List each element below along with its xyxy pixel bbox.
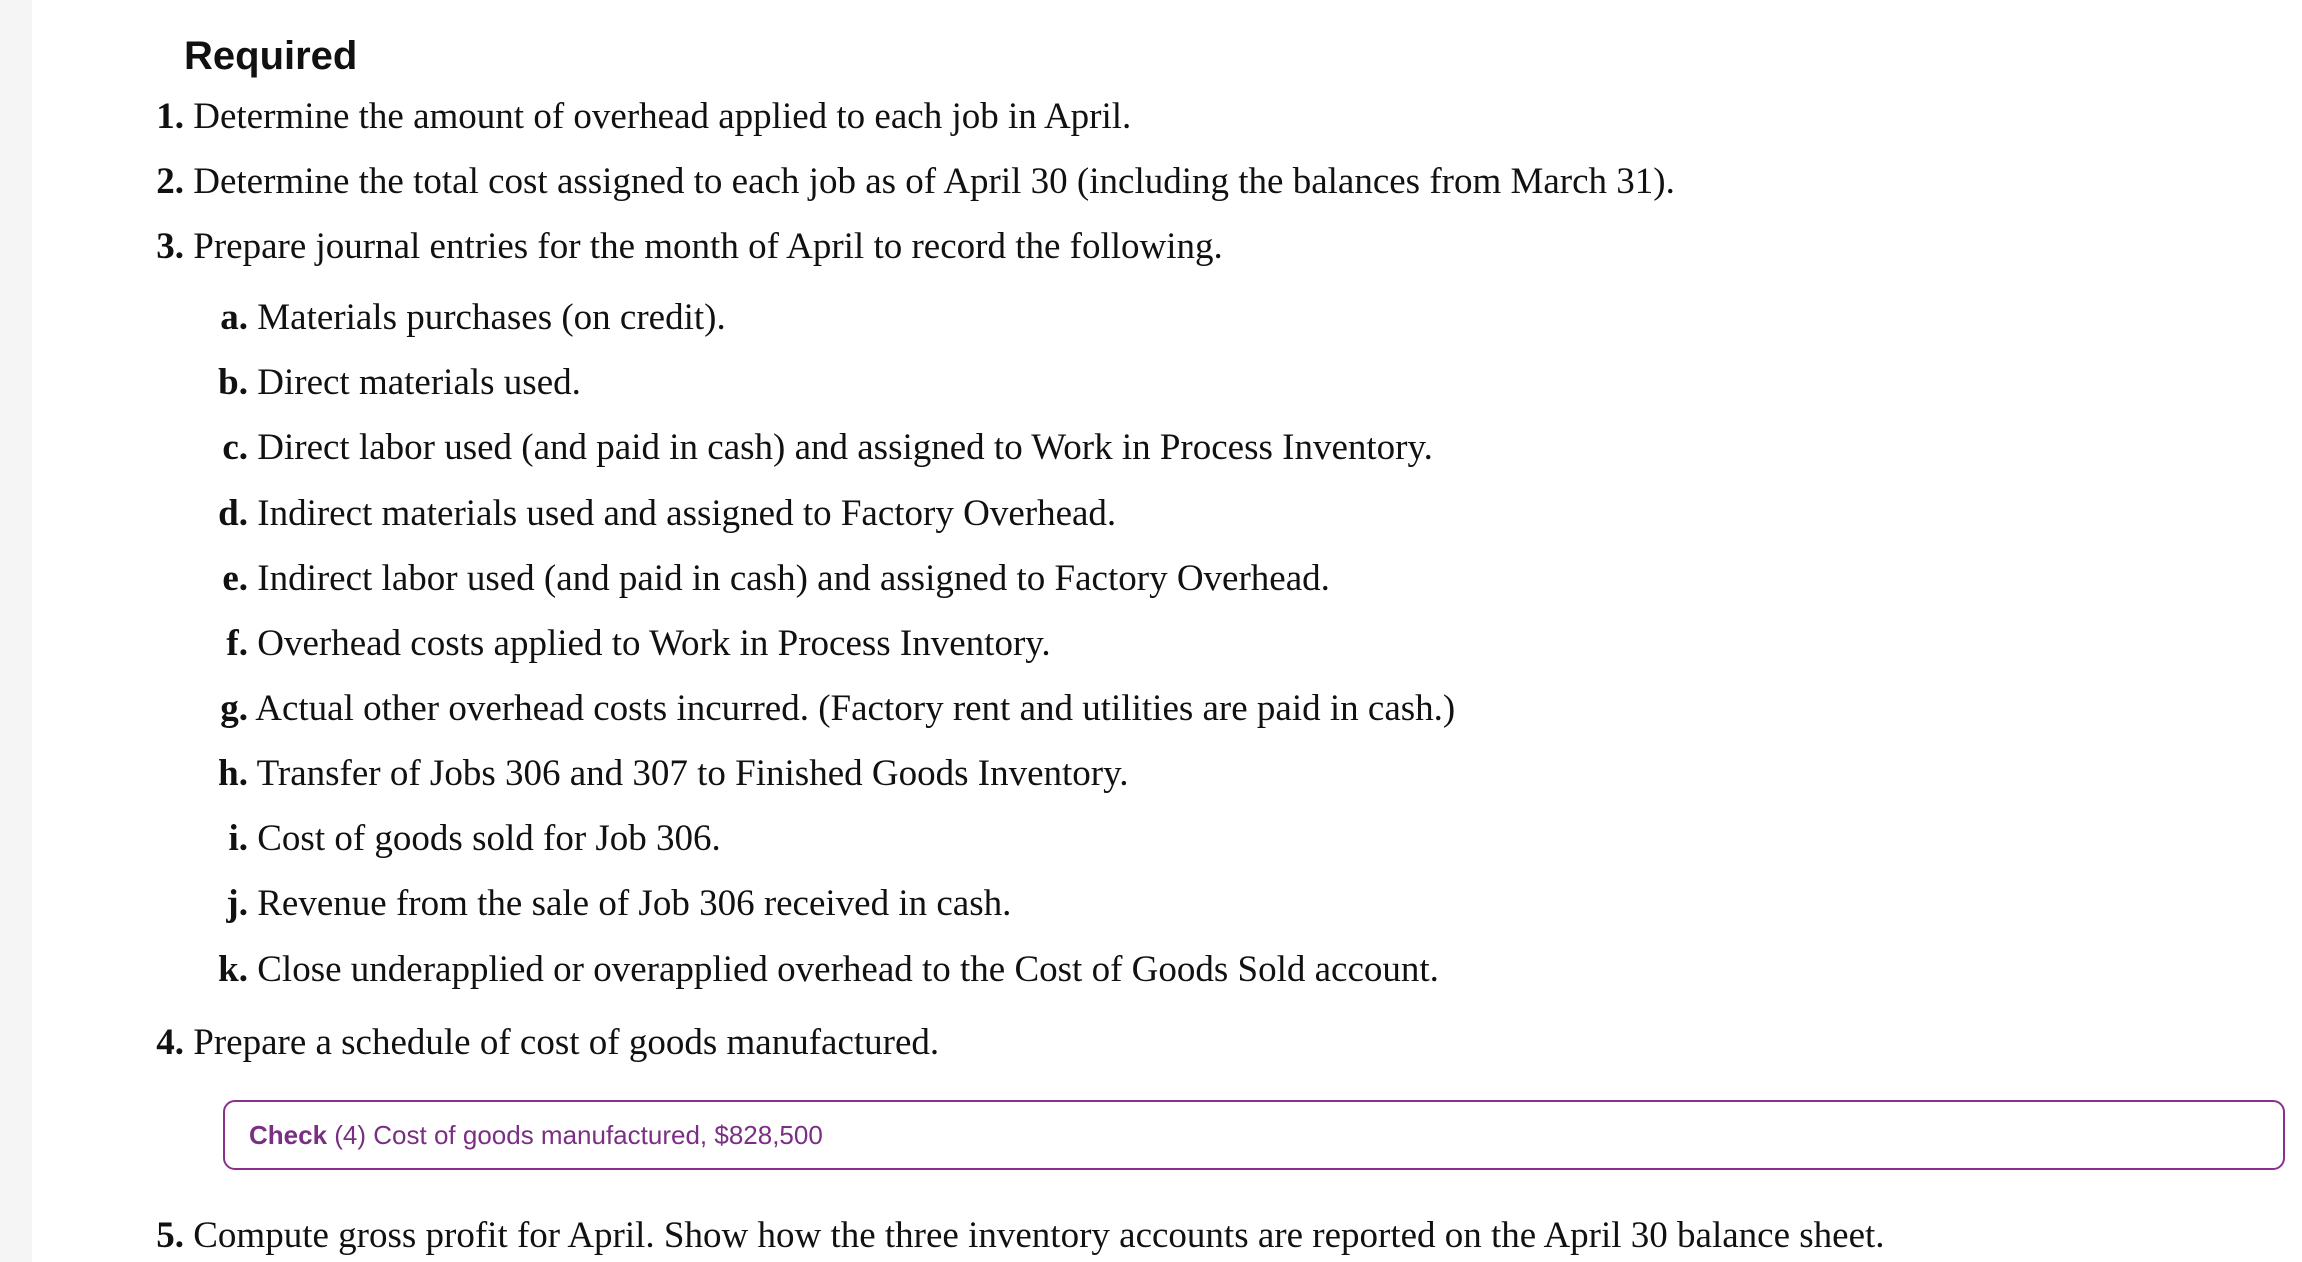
subitem-b-text: Direct materials used. [257,362,581,403]
required-heading: Required [184,34,358,78]
subitem-g [170,683,1455,735]
requirement-5-text: Compute gross profit for April. Show how the three inventory accounts are reported on the April 30 balance sheet. [193,1215,1885,1256]
subitem-b [170,357,581,409]
subitem-b-letter: b. [218,362,248,403]
subitem-h-letter: h. [218,753,248,794]
requirement-4-number: 4. [156,1022,184,1063]
requirement-3-number: 3. [156,226,184,267]
subitem-c-letter: c. [222,427,248,468]
subitem-k [170,944,1439,996]
requirement-1 [146,91,1131,143]
subitem-d [170,488,1116,540]
subitem-j [170,878,1011,930]
subitem-a-letter: a. [220,297,248,338]
check-text: (4) Cost of goods manufactured, $828,500 [327,1120,823,1150]
requirement-5-number: 5. [156,1215,184,1256]
check-answer-box [223,1100,2285,1170]
subitem-d-letter: d. [218,493,248,534]
subitem-j-text: Revenue from the sale of Job 306 received in cash. [257,883,1012,924]
subitem-f-text: Overhead costs applied to Work in Process Inventory. [257,623,1051,664]
subitem-e [170,553,1330,605]
left-margin-rail [0,0,32,1262]
subitem-i [170,813,721,865]
requirement-2-number: 2. [156,161,184,202]
requirement-3-text: Prepare journal entries for the month of April to record the following. [193,226,1223,267]
subitem-f-letter: f. [226,623,248,664]
subitem-g-text: Actual other overhead costs incurred. (Factory rent and utilities are paid in cash.) [255,688,1456,729]
requirement-1-number: 1. [156,96,184,137]
requirement-3 [146,221,1223,273]
subitem-c-text: Direct labor used (and paid in cash) and assigned to Work in Process Inventory. [257,427,1433,468]
subitem-c [170,422,1433,474]
subitem-d-text: Indirect materials used and assigned to Factory Overhead. [257,493,1117,534]
requirement-4-text: Prepare a schedule of cost of goods manufactured. [193,1022,940,1063]
subitem-a-text: Materials purchases (on credit). [257,297,726,338]
subitem-g-letter: g. [220,688,248,729]
requirement-2-text: Determine the total cost assigned to each job as of April 30 (including the balances from March 31). [193,161,1675,202]
subitem-k-letter: k. [218,949,248,990]
requirement-5 [146,1210,1885,1262]
requirement-2 [146,156,1675,208]
subitem-f [170,618,1051,670]
subitem-j-letter: j. [226,883,248,924]
subitem-h-text: Transfer of Jobs 306 and 307 to Finished Goods Inventory. [256,753,1129,794]
subitem-e-text: Indirect labor used (and paid in cash) and assigned to Factory Overhead. [257,558,1330,599]
subitem-h [170,748,1128,800]
check-label: Check [249,1120,328,1150]
subitem-i-letter: i. [228,818,248,859]
subitem-i-text: Cost of goods sold for Job 306. [257,818,721,859]
requirement-1-text: Determine the amount of overhead applied to each job in April. [193,96,1132,137]
subitem-e-letter: e. [222,558,248,599]
requirement-4 [146,1017,939,1069]
subitem-a [170,292,726,344]
subitem-k-text: Close underapplied or overapplied overhead to the Cost of Goods Sold account. [257,949,1439,990]
